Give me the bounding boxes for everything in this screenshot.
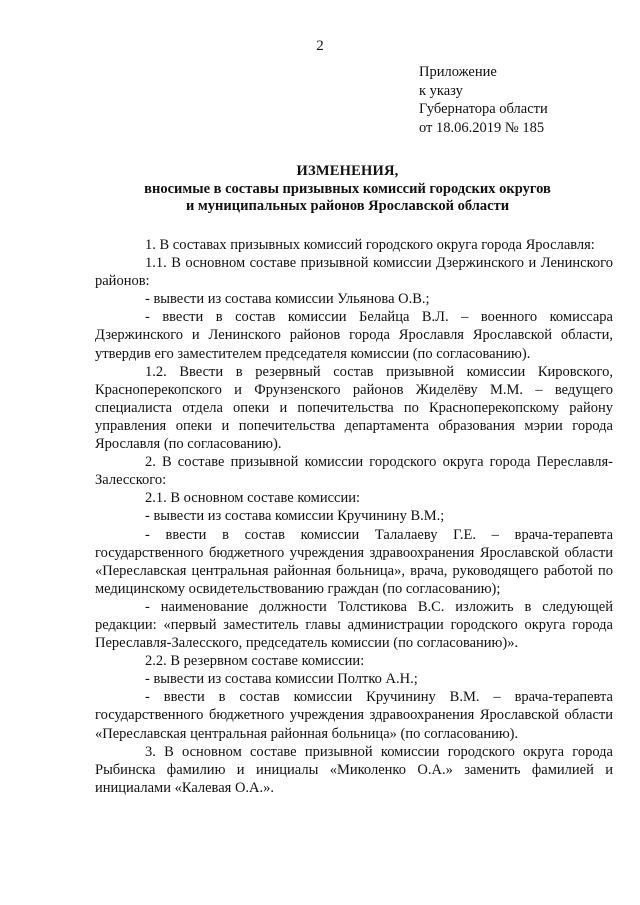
appendix-block [419,63,548,137]
body-paragraph: - вывести из состава комиссии Кручинину В.М.; [145,508,445,525]
appendix-line: к указу [419,82,463,99]
body-paragraph: - вывести из состава комиссии Полтко А.Н.; [145,671,418,688]
heading-subtitle-line: и муниципальных районов Ярославской области [185,198,510,214]
body-paragraph: 1.1. В основном составе призывной комиссии Дзержинского и Ленинского районов: [95,255,613,290]
body-paragraph: 3. В основном составе призывной комиссии городского округа города Рыбинска фамилию и инициалы «Миколенко О.А.» заменить фамилией и инициалами «Калевая О.А.». [95,743,613,796]
document-body [95,236,613,797]
appendix-line: Губернатора области [419,101,548,117]
heading-subtitle-line: вносимые в составы призывных комиссий городских округов [144,180,551,197]
body-paragraph: - ввести в состав комиссии Кручинину В.М. – врача-терапевта государственного бюджетного учреждения здравоохранения Ярославской области «Переславская центральная районная больница» (по согласованию). [95,689,613,742]
appendix-line: от 18.06.2019 № 185 [419,119,545,136]
page-number: 2 [316,38,324,54]
heading-title: ИЗМЕНЕНИЯ, [296,163,399,179]
body-paragraph: - вывести из состава комиссии Ульянова О.В.; [145,291,430,308]
appendix-line: Приложение [419,64,497,80]
body-paragraph: 1. В составах призывных комиссий городского округа города Ярославля: [145,237,595,253]
body-paragraph: - ввести в состав комиссии Белайца В.Л. – военного комиссара Дзержинского и Ленинского районов города Ярославля Ярославской области, утвердив его заместителем председателя комиссии (по согласованию). [95,309,613,362]
body-paragraph: 2. В составе призывной комиссии городского округа города Переславля-Залесского: [95,454,613,489]
body-paragraph: - наименование должности Толстикова В.С. изложить в следующей редакции: «первый заместитель главы администрации городского округа города Переславля-Залесского, председатель комиссии (по согласованию)». [95,598,613,652]
body-paragraph: 1.2. Ввести в резервный состав призывной комиссии Кировского, Красноперекопского и Фрунзенского районов Жиделёву М.М. – ведущего специалиста отдела опеки и попечительства по Красноперекопскому району управления опеки и попечительства департамента образования мэрии города Ярославля (по согласованию). [95,363,613,453]
body-paragraph: 2.2. В резервном составе комиссии: [145,653,365,670]
body-paragraph: 2.1. В основном составе комиссии: [145,490,361,507]
document-heading [95,163,600,216]
body-paragraph: - ввести в состав комиссии Талалаеву Г.Е. – врача-терапевта государственного бюджетного учреждения здравоохранения Ярославской области «Переславская центральная районная больница», врача, руководящего работой по медицинскому освидетельствованию граждан (по согласованию); [95,526,613,597]
